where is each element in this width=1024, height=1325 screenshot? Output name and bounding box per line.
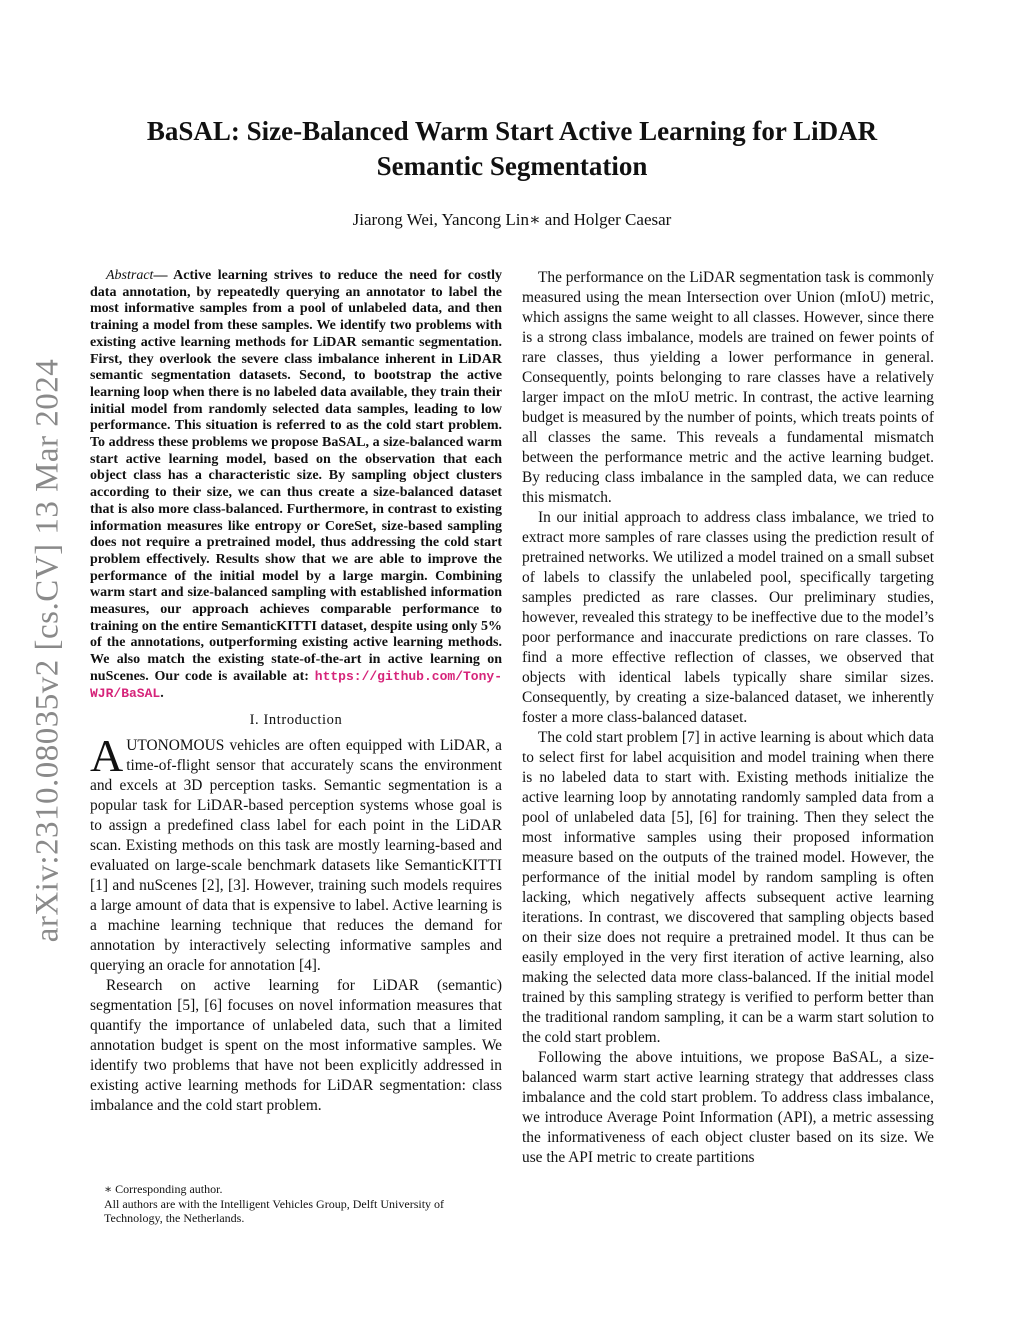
footnote <box>90 1182 502 1226</box>
introduction-section <box>90 730 502 1116</box>
abstract-body: — Active learning strives to reduce the need for costly data annotation, by repeatedly querying an annotator to label the most informative samples from a pool of unlabeled data, and then training a model from these samples. We identify two problems with existing active learning methods for LiDAR semantic segmentation. First, they overlook the severe class imbalance inherent in LiDAR semantic segmentation datasets. Second, to bootstrap the active learning loop when there is no labeled data available, they train their initial model from randomly selected data samples, leading to low performance. This situation is referred to as the cold start problem. To address these problems we propose BaSAL, a size-balanced warm start active learning model, based on the observation that each object class has a characteristic size. By sampling object clusters according to their size, we can thus create a size-balanced dataset that is also more class-balanced. Furthermore, in contrast to existing information measures like entropy or CoreSet, size-based sampling does not require a pretrained model, thus addressing the cold start problem effectively. Results show that we are able to improve the performance of the initial model by a large margin. Combining warm start and size-balanced sampling with established information measures, our approach achieves comparable performance to training on the entire SemanticKITTI dataset, despite using only 5% of the annotations, outperforming existing active learning methods. We also match the existing state-of-the-art in active learning on nuScenes. Our code is available at: <box>90 268 502 684</box>
drop-cap: A <box>90 730 124 782</box>
abstract-label: Abstract <box>106 268 154 283</box>
left-column <box>90 268 502 1116</box>
paper-title: BaSAL: Size-Balanced Warm Start Active Learning for LiDAR Semantic Segmentation <box>146 116 878 181</box>
abstract <box>90 268 502 702</box>
author-list: Jiarong Wei, Yancong Lin∗ and Holger Caesar <box>352 210 672 229</box>
right-paragraph-4: Following the above intuitions, we propose BaSAL, a size-balanced warm start active learning strategy that addresses class imbalance and the cold start problem. To address class imbalance, we introduce Average Point Information (API), a metric assessing the informativeness of each object cluster based on its size. We use the API metric to create partitions <box>522 1049 934 1166</box>
arxiv-identifier-stamp <box>28 350 68 950</box>
intro-paragraph-2: Research on active learning for LiDAR (semantic) segmentation [5], [6] focuses on novel information measures that quantify the importance of unlabeled data, such that a limited annotation budget is spent on the most informative samples. We identify two problems that have not been explicitly addressed in existing active learning methods for LiDAR segmentation: class imbalance and the cold start problem. <box>90 977 502 1115</box>
code-link[interactable]: https://github.com/Tony-WJR/BaSAL <box>90 668 502 701</box>
right-column <box>522 268 934 1168</box>
right-paragraph-3: The cold start problem [7] in active learning is about which data to select first for label acquisition and model training when there is no labeled data to start with. Existing methods initialize the active learning loop by annotating randomly sampled data from a pool of unlabeled data [5], [6] for training. Then they select the most informative samples using their proposed information measure based on the outputs of the trained model. However, the performance of the initial model by random sampling is often lacking, which negatively affects subsequent active learning iterations. In contrast, we discovered that sampling objects based on their size does not require a pretrained model. It thus can be easily employed in the very first iteration of active learning, also making the selected data more class-balanced. If the initial model trained by this sampling strategy is verified to perform better than the traditional random sampling, it can be a warm start solution to the cold start problem. <box>522 729 934 1046</box>
right-paragraph-2: In our initial approach to address class imbalance, we tried to extract more samples of rare classes using the prediction result of pretrained networks. We utilized a model trained on a small subset of labels to classify the unlabeled pool, specifically targeting samples predicted as rare classes. Our preliminary studies, however, revealed this strategy to be ineffective due to the model’s poor performance and inaccurate predictions on rare classes. To find a more effective reflection of classes, we observed that objects with identical labels typically share similar sizes. Consequently, by creating a size-balanced dataset, we inherently foster a more class-balanced dataset. <box>522 509 934 726</box>
section-heading-introduction: I. Introduction <box>249 712 343 729</box>
abstract-end: . <box>160 685 164 701</box>
right-paragraph-1: The performance on the LiDAR segmentation task is commonly measured using the mean Intersection over Union (mIoU) metric, which assigns the same weight to all classes. However, since there is a strong class imbalance, models are trained on fewer points of rare classes, thus yielding a lower performance in general. Consequently, points belonging to rare classes have a relatively larger impact on the mIoU metric. In contrast, the active learning budget is measured by the number of points, which treats points of all classes the same. This reveals a fundamental mismatch between the performance metric and the active learning budget. By reducing class imbalance in the sampled data, we can reduce this mismatch. <box>522 269 934 506</box>
intro-paragraph-1-text: UTONOMOUS vehicles are often equipped with LiDAR, a time-of-flight sensor that accurately scans the environment and excels at 3D perception tasks. Semantic segmentation is a popular task for LiDAR-based perception systems whose goal is to assign a predefined class label for each point in the LiDAR scan. Existing methods on this task are mostly learning-based and evaluated on large-scale benchmark datasets like SemanticKITTI [1] and nuScenes [2], [3]. However, training such models requires a large amount of data that is expensive to label. Active learning is a machine learning technique that reduces the demand for annotation by interactively selecting informative samples and querying an oracle for annotation [4]. <box>90 737 502 975</box>
footnote-corresponding-author: ∗ Corresponding author. <box>104 1182 223 1196</box>
arxiv-stamp-text: arXiv:2310.08035v2 [cs.CV] 13 Mar 2024 <box>29 358 66 942</box>
intro-paragraph-1 <box>90 730 502 976</box>
footnote-affiliation: All authors are with the Intelligent Vehicles Group, Delft University of Technology, the Netherlands. <box>104 1196 445 1225</box>
